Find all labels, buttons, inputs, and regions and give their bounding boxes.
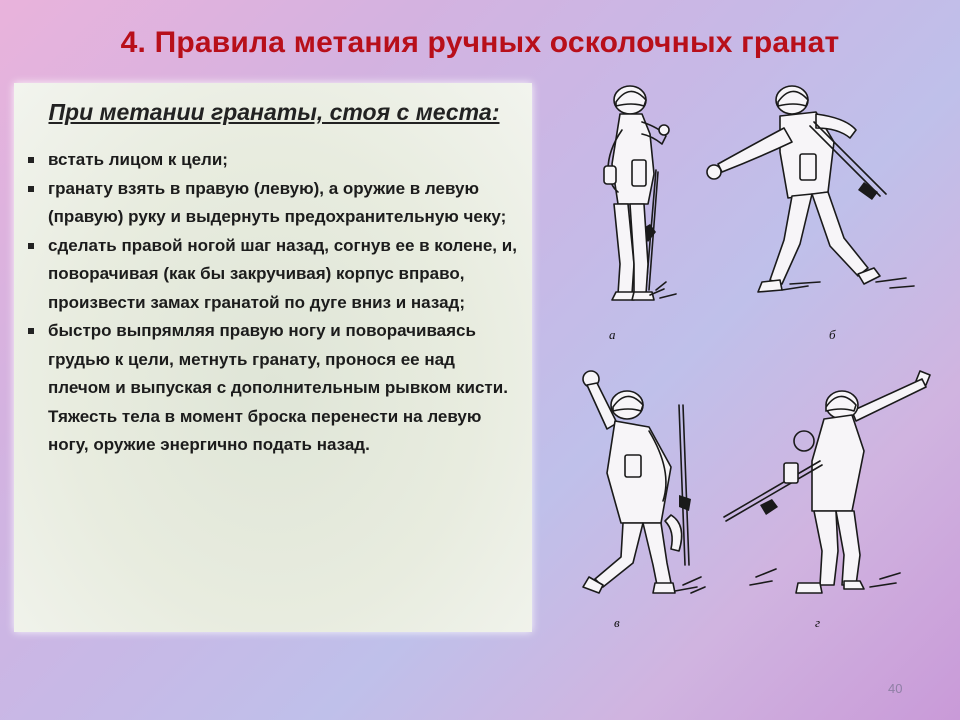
figure-label-g: г bbox=[815, 615, 821, 630]
rule-text: сделать правой ногой шаг назад, согнув ее в колене, и, поворачивая (как бы закручивая) корпус вправо, произвести замах гранатой по дуге вниз и назад; bbox=[48, 235, 517, 312]
rules-heading: При метании гранаты, стоя с места: bbox=[48, 99, 500, 125]
grenade-throw-illustrations bbox=[560, 75, 950, 645]
slide-title: 4. Правила метания ручных осколочных гранат bbox=[120, 26, 840, 59]
rule-item bbox=[26, 317, 522, 460]
figure-label-a: а bbox=[609, 327, 616, 342]
bullet-square-icon bbox=[28, 243, 34, 249]
figure-label-v: в bbox=[614, 615, 620, 630]
bullet-square-icon bbox=[28, 186, 34, 192]
soldier-release-figure bbox=[720, 365, 940, 605]
bullet-square-icon bbox=[28, 328, 34, 334]
rule-text: гранату взять в правую (левую), а оружие в левую (правую) руку и выдернуть предохранительную чеку; bbox=[48, 178, 507, 226]
rules-list bbox=[26, 146, 522, 460]
soldier-standing-figure bbox=[580, 80, 690, 315]
rule-text: встать лицом к цели; bbox=[48, 150, 228, 169]
page-number: 40 bbox=[888, 681, 903, 696]
rule-item bbox=[26, 146, 522, 175]
bullet-square-icon bbox=[28, 157, 34, 163]
rules-textbox bbox=[14, 83, 532, 632]
rule-text: быстро выпрямляя правую ногу и поворачиваясь грудью к цели, метнуть гранату, пронося ее над плечом и выпуская с дополнительным рывком кисти. Тяжесть тела в момент броска перенести на левую ногу, оружие энергично подать назад. bbox=[48, 321, 508, 454]
rule-item bbox=[26, 175, 522, 232]
rule-item bbox=[26, 232, 522, 318]
soldier-arm-raised-figure bbox=[575, 365, 725, 605]
soldier-arm-extended-figure bbox=[700, 78, 940, 300]
figure-label-b: б bbox=[829, 327, 836, 342]
